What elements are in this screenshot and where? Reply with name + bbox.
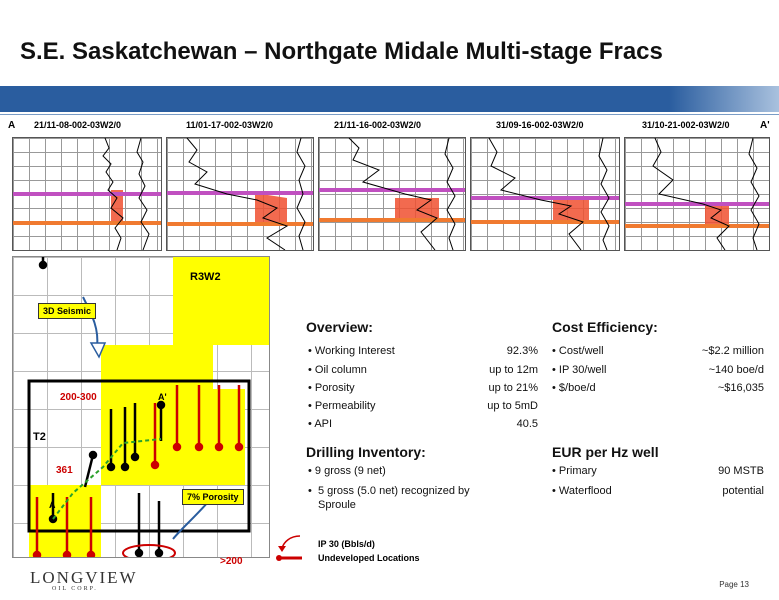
well-log-3: [318, 137, 466, 251]
eur-item: • Waterflood: [552, 485, 612, 497]
cost-value: ~140 boe/d: [708, 364, 764, 376]
section-start-label: A: [8, 120, 16, 131]
eur-value: potential: [722, 485, 764, 497]
cost-value: ~$2.2 million: [701, 345, 764, 357]
legend-undeveloped: Undeveloped Locations: [318, 553, 420, 563]
cost-item: • Cost/well: [552, 345, 604, 357]
page-number: Page 13: [719, 580, 749, 589]
well-log-4: [470, 137, 620, 251]
well-log-2: [166, 137, 314, 251]
map-township-label: R3W2: [190, 271, 221, 283]
overview-value: up to 5mD: [487, 400, 538, 412]
legend-ip: IP 30 (Bbls/d): [318, 539, 375, 549]
well-label: 11/01-17-002-03W2/0: [186, 120, 274, 130]
a-map-label: A: [49, 500, 56, 510]
header-band-gradient: [669, 86, 779, 112]
drilling-item-continued: Sproule: [318, 499, 356, 511]
overview-value: 40.5: [516, 418, 538, 430]
well-log-1: [12, 137, 162, 251]
overview-item: • Oil column: [308, 364, 367, 376]
porosity-callout: 7% Porosity: [182, 489, 244, 505]
header-band: [0, 86, 779, 112]
overview-item: • Working Interest: [308, 345, 395, 357]
well-label: 21/11-16-002-03W2/0: [334, 120, 422, 130]
cost-heading: Cost Efficiency:: [552, 319, 658, 335]
overview-item: • Permeability: [308, 400, 376, 412]
section-end-label: A': [760, 120, 770, 131]
ip-label: 361: [56, 465, 73, 476]
drilling-item: • 9 gross (9 net): [308, 465, 386, 477]
drilling-heading: Drilling Inventory:: [306, 444, 426, 460]
company-logo: LONGVIEW: [30, 568, 138, 587]
company-logo-sub: OIL CORP.: [52, 586, 98, 592]
overview-item: • API: [308, 418, 333, 430]
overview-heading: Overview:: [306, 319, 373, 335]
well-label: 31/09-16-002-03W2/0: [496, 120, 584, 130]
cost-value: ~$16,035: [717, 382, 764, 394]
overview-value: up to 12m: [489, 364, 538, 376]
eur-heading: EUR per Hz well: [552, 444, 659, 460]
well-label: 21/11-08-002-03W2/0: [34, 120, 122, 130]
cost-item: • IP 30/well: [552, 364, 607, 376]
drilling-item: • 5 gross (5.0 net) recognized by: [308, 485, 470, 497]
eur-value: 90 MSTB: [718, 465, 764, 477]
page-title: S.E. Saskatchewan – Northgate Midale Multi-stage Fracs: [20, 38, 663, 65]
eur-item: • Primary: [552, 465, 597, 477]
lease-map: [12, 256, 270, 558]
cost-item: • $/boe/d: [552, 382, 596, 394]
map-range-label: T2: [33, 431, 46, 443]
seismic-callout: 3D Seismic: [38, 303, 96, 319]
legend-icons: [276, 534, 306, 564]
overview-value: 92.3%: [506, 345, 538, 357]
overview-value: up to 21%: [488, 382, 538, 394]
well-log-5: [624, 137, 770, 251]
ip-label: 200-300: [60, 392, 97, 403]
header-band-line: [0, 114, 779, 115]
ip-label: >200: [220, 556, 243, 567]
well-label: 31/10-21-002-03W2/0: [642, 120, 730, 130]
overview-item: • Porosity: [308, 382, 355, 394]
a-prime-map-label: A': [158, 392, 167, 402]
